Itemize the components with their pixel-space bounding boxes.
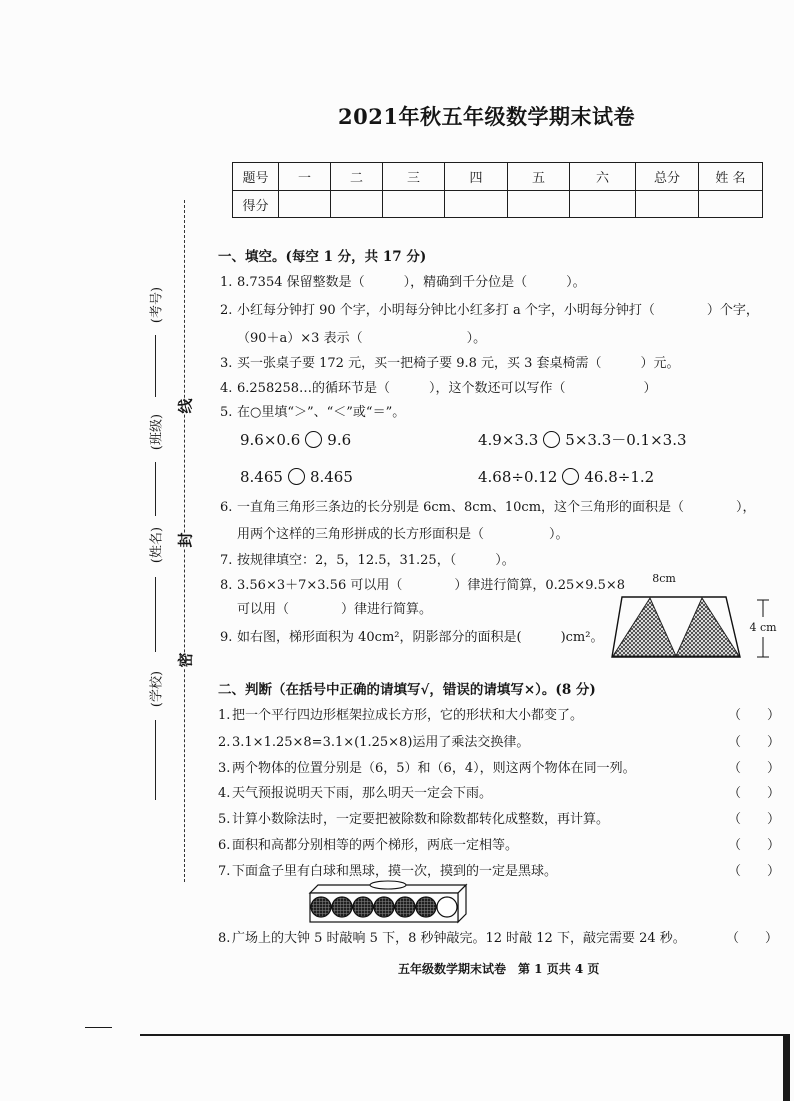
answer-blank: （ ） [728,864,781,879]
judge-number: 1. [218,708,231,723]
header-cell: 题号 [233,163,279,191]
judge-text: 天气预报说明天下雨，那么明天一定会下雨。 [232,786,493,801]
score-table-header-row [233,163,763,191]
question-text: 买一张桌子要 172 元，买一把椅子要 9.8 元，买 3 套桌椅需（ ）元。 [237,356,680,371]
judge-number: 2. [218,735,231,750]
judge-number: 3. [218,761,231,776]
section1-heading: 一、填空。(每空 1 分，共 17 分) [218,249,427,265]
question-number: 4. [220,381,233,396]
question-text: 如右图，梯形面积为 40cm²，阴影部分的面积是( )cm²。 [237,630,604,645]
question-number: 8. [220,578,233,593]
question-number: 3. [220,356,233,371]
white-ball [437,897,457,917]
shaded-triangle-right [676,598,739,656]
footer-page-number: 第 1 页共 4 页 [518,962,600,976]
name-line [155,577,156,652]
black-ball [416,897,436,917]
judge-text: 3.1×1.25×8=3.1×(1.25×8)运用了乘法交换律。 [232,735,530,750]
name-cell [699,191,763,218]
black-ball [395,897,415,917]
judge-number: 8. [218,931,231,946]
comparison-row [240,468,353,486]
comparison-circle-icon [543,431,560,448]
scan-right-edge-bar [783,1034,790,1101]
seal-char-xian: 线 [173,398,198,413]
score-cell [570,191,636,218]
name-label: (姓名) [149,526,165,564]
judge-number: 6. [218,838,231,853]
comparison-right: 46.8÷1.2 [584,468,655,486]
answer-blank: （ ） [728,735,781,750]
question-text: 按规律填空：2，5，12.5，31.25，（ ）。 [237,553,515,568]
answer-blank: （ ） [728,838,781,853]
comparison-circle-icon [562,468,579,485]
comparison-circle-icon [305,431,322,448]
exam-number-line [155,335,156,397]
judge-number: 4. [218,786,231,801]
judge-text: 广场上的大钟 5 时敲响 5 下，8 秒钟敲完。12 时敲 12 下，敲完需要 24 秒。 [232,931,686,946]
comparison-right: 8.465 [309,468,353,486]
score-cell [383,191,445,218]
header-cell: 三 [383,163,445,191]
answer-blank: （ ） [726,931,779,946]
question-text-continued: （90＋a）×3 表示（ ）。 [237,331,487,346]
scan-bottom-line [140,1034,786,1036]
comparison-left: 4.9×3.3 [478,431,539,449]
judge-text: 下面盒子里有白球和黑球，摸一次，摸到的一定是黑球。 [232,864,558,879]
question-number: 2. [220,303,233,318]
judge-number: 7. [218,864,231,879]
header-cell: 六 [570,163,636,191]
black-ball [374,897,394,917]
score-cell [445,191,508,218]
comparison-row [478,468,654,486]
answer-blank: （ ） [728,761,781,776]
question-text: 小红每分钟打 90 个字，小明每分钟比小红多打 a 个字，小明每分钟打（ ）个字， [237,303,759,318]
question-text: 一直角三角形三条边的长分别是 6cm、8cm、10cm，这个三角形的面积是（ ）， [237,500,756,515]
answer-blank: （ ） [728,786,781,801]
answer-blank: （ ） [728,708,781,723]
section2-heading: 二、判断（在括号中正确的请填写√，错误的请填写×）。(8 分) [218,682,596,698]
question-text: 在○里填“＞”、“＜”或“＝”。 [237,405,406,420]
header-cell: 二 [331,163,383,191]
judge-text: 两个物体的位置分别是（6，5）和（6，4），则这两个物体在同一列。 [232,761,636,776]
question-number: 9. [220,630,233,645]
class-line [155,462,156,516]
header-cell: 总分 [636,163,699,191]
question-text-continued: 可以用（ ）律进行简算。 [237,602,433,617]
judge-text: 面积和高都分别相等的两个梯形，两底一定相等。 [232,838,519,853]
question-text: 8.7354 保留整数是（ ），精确到千分位是（ ）。 [237,275,586,290]
trapezoid-top-label: 8cm [652,572,676,585]
comparison-right: 5×3.3－0.1×3.3 [565,431,687,449]
answer-blank: （ ） [728,812,781,827]
question-number: 1. [220,275,233,290]
score-table-score-row [233,191,763,218]
comparison-row [240,431,351,449]
comparison-right: 9.6 [327,431,352,449]
shaded-triangle-left [613,598,676,656]
score-cell [508,191,570,218]
black-ball [353,897,373,917]
question-number: 5. [220,405,233,420]
comparison-row [478,431,687,449]
question-text: 3.56×3＋7×3.56 可以用（ ）律进行简算，0.25×9.5×8 [237,578,626,593]
question-number: 6. [220,500,233,515]
score-table [232,162,763,218]
trapezoid-figure [600,565,780,665]
comparison-left: 8.465 [240,468,283,486]
question-text: 6.258258…的循环节是（ ），这个数还可以写作（ ） [237,381,657,396]
seal-char-mi: 密 [173,652,198,667]
scan-short-line [85,1027,112,1028]
header-cell: 四 [445,163,508,191]
ball-box-figure [300,876,475,928]
black-ball [332,897,352,917]
footer-exam-name: 五年级数学期末试卷 [398,962,507,976]
question-number: 7. [220,553,233,568]
exam-number-label: (考号) [149,286,165,324]
exam-title: 2021年秋五年级数学期末试卷 [338,104,635,129]
score-cell [636,191,699,218]
box-opening [370,881,406,889]
score-cell [279,191,331,218]
school-line [155,720,156,800]
seal-char-feng: 封 [173,532,198,547]
score-cell [331,191,383,218]
school-label: (学校) [149,670,165,708]
black-ball [311,897,331,917]
comparison-left: 9.6×0.6 [240,431,301,449]
question-text-continued: 用两个这样的三角形拼成的长方形面积是（ ）。 [237,527,569,542]
judge-text: 把一个平行四边形框架拉成长方形，它的形状和大小都变了。 [232,708,584,723]
judge-number: 5. [218,812,231,827]
score-row-label: 得分 [233,191,279,218]
class-label: (班级) [149,413,165,451]
judge-text: 计算小数除法时，一定要把被除数和除数都转化成整数，再计算。 [232,812,610,827]
comparison-left: 4.68÷0.12 [478,468,558,486]
header-cell: 五 [508,163,570,191]
comparison-circle-icon [288,468,305,485]
header-cell: 一 [279,163,331,191]
header-cell: 姓 名 [699,163,763,191]
trapezoid-height-label: 4 cm [749,621,777,634]
